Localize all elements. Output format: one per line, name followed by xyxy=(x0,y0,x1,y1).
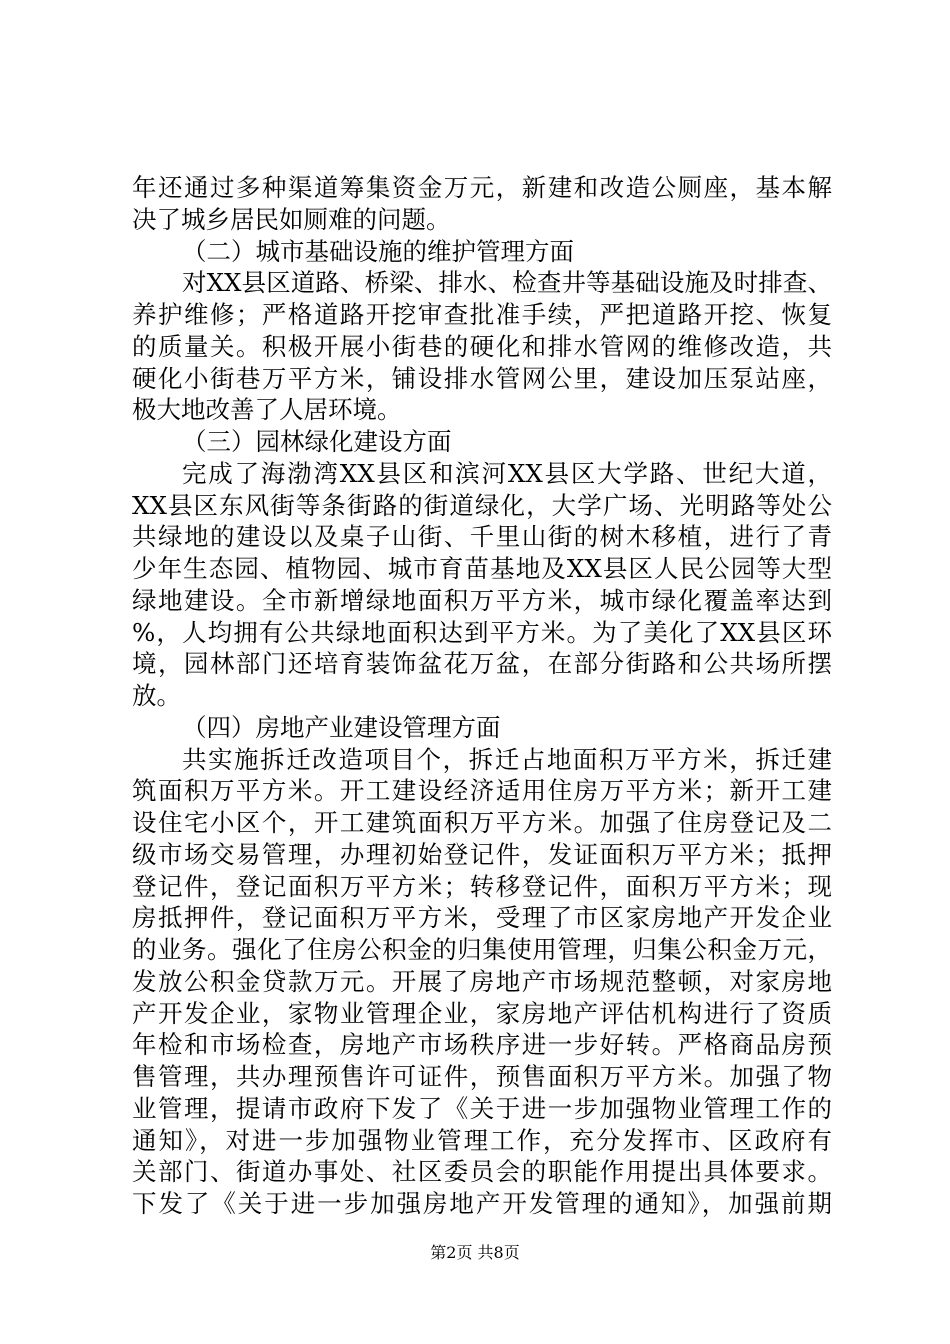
body-line-7: 硬化小街巷万平方米，铺设排水管网公里，建设加压泵站座， xyxy=(132,363,832,393)
body-line-4: 对XX县区道路、桥梁、排水、检查井等基础设施及时排查、 xyxy=(182,268,832,298)
body-line-16: 境，园林部门还培育装饰盆花万盆，在部分街路和公共场所摆 xyxy=(132,649,832,679)
body-line-15: %，人均拥有公共绿地面积达到平方米。为了美化了XX县区环 xyxy=(132,617,832,647)
body-line-23: 登记件，登记面积万平方米；转移登记件，面积万平方米；现 xyxy=(132,871,832,901)
body-line-29: 售管理，共办理预售许可证件，预售面积万平方米。加强了物 xyxy=(132,1062,832,1091)
body-line-10: 完成了海渤湾XX县区和滨河XX县区大学路、世纪大道， xyxy=(182,458,832,488)
body-line-26: 发放公积金贷款万元。开展了房地产市场规范整顿，对家房地 xyxy=(132,966,832,996)
body-line-33: 下发了《关于进一步加强房地产开发管理的通知》，加强前期 xyxy=(132,1189,832,1218)
body-line-6: 的质量关。积极开展小街巷的硬化和排水管网的维修改造，共 xyxy=(132,331,832,361)
body-line-11: XX县区东风街等条街路的街道绿化，大学广场、光明路等处公 xyxy=(132,490,832,520)
body-line-21: 设住宅小区个，开工建筑面积万平方米。加强了住房登记及二 xyxy=(132,808,832,837)
body-line-8: 极大地改善了人居环境。 xyxy=(132,395,402,425)
body-line-12: 共绿地的建设以及桌子山街、千里山街的树木移植，进行了青 xyxy=(132,522,832,552)
body-line-31: 通知》，对进一步加强物业管理工作，充分发挥市、区政府有 xyxy=(132,1125,832,1155)
body-line-25: 的业务。强化了住房公积金的归集使用管理，归集公积金万元， xyxy=(132,935,832,964)
section-heading-2: （二）城市基础设施的维护管理方面 xyxy=(182,236,574,266)
body-line-32: 关部门、街道办事处、社区委员会的职能作用提出具体要求。 xyxy=(132,1157,832,1187)
body-line-27: 产开发企业，家物业管理企业，家房地产评估机构进行了资质 xyxy=(132,998,832,1028)
body-line-24: 房抵押件，登记面积万平方米，受理了市区家房地产开发企业 xyxy=(132,903,832,933)
body-line-13: 少年生态园、植物园、城市育苗基地及XX县区人民公园等大型 xyxy=(132,554,832,583)
section-heading-4: （四）房地产业建设管理方面 xyxy=(182,712,501,742)
page-number-footer: 第2页 共8页 xyxy=(430,1243,520,1262)
body-line-1: 年还通过多种渠道筹集资金万元，新建和改造公厕座，基本解 xyxy=(132,173,832,202)
body-line-19: 共实施拆迁改造项目个，拆迁占地面积万平方米，拆迁建 xyxy=(182,744,832,774)
body-line-2: 决了城乡居民如厕难的问题。 xyxy=(132,204,451,234)
body-line-5: 养护维修；严格道路开挖审查批准手续，严把道路开挖、恢复 xyxy=(132,300,832,329)
body-line-28: 年检和市场检查，房地产市场秩序进一步好转。严格商品房预 xyxy=(132,1030,832,1060)
document-body xyxy=(132,172,832,1220)
body-line-17: 放。 xyxy=(132,681,181,710)
section-heading-3: （三）园林绿化建设方面 xyxy=(182,427,452,456)
body-line-30: 业管理，提请市政府下发了《关于进一步加强物业管理工作的 xyxy=(132,1093,832,1123)
body-line-14: 绿地建设。全市新增绿地面积万平方米，城市绿化覆盖率达到 xyxy=(132,585,832,615)
body-line-22: 级市场交易管理，办理初始登记件，发证面积万平方米；抵押 xyxy=(132,839,832,869)
body-line-20: 筑面积万平方米。开工建设经济适用住房万平方米；新开工建 xyxy=(132,776,832,806)
